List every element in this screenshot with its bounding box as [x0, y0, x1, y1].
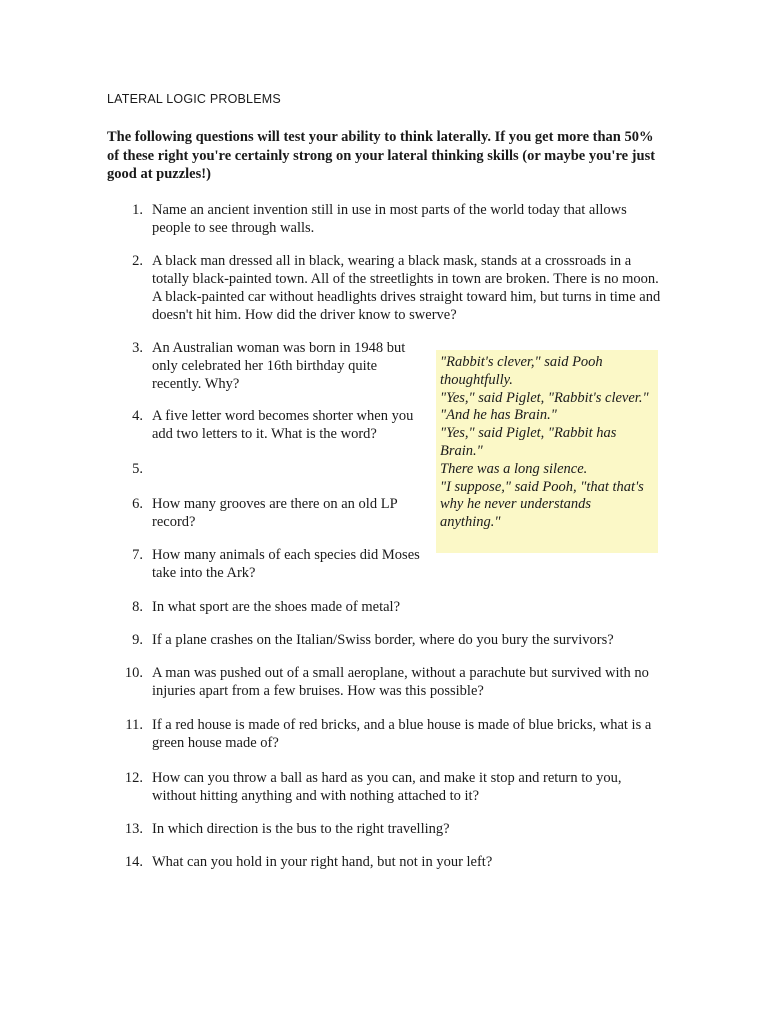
quote-line: There was a long silence. [440, 460, 588, 477]
quote-line: "Rabbit's clever," said Pooh thoughtfully. [440, 354, 603, 388]
question-text: If a red house is made of red bricks, and a blue house is made of blue bricks, what is a green house made of? [152, 717, 652, 751]
question-number: 5. [132, 461, 143, 477]
question-text: In which direction is the bus to the right travelling? [152, 821, 450, 837]
question-text: How many grooves are there on an old LP record? [152, 496, 398, 530]
question-text: A man was pushed out of a small aeroplane, without a parachute but survived with no injuries apart from a few bruises. How was this possible? [152, 665, 649, 699]
quote-line: "Yes," said Piglet, "Rabbit's clever." [440, 389, 649, 406]
question-text: How many animals of each species did Moses take into the Ark? [152, 547, 420, 581]
question-number: 13. [124, 821, 143, 837]
quote-box [436, 350, 658, 553]
quote-line: "I suppose," said Pooh, "that that's why he never understands anything." [440, 478, 644, 531]
question-text: What can you hold in your right hand, but not in your left? [152, 854, 493, 870]
question-text: Name an ancient invention still in use in most parts of the world today that allows people to see through walls. [152, 202, 627, 236]
question-text: An Australian woman was born in 1948 but only celebrated her 16th birthday quite recently. Why? [152, 340, 406, 392]
question-number: 4. [132, 408, 143, 424]
quote-line: "Yes," said Piglet, "Rabbit has Brain." [440, 425, 617, 459]
question-number: 3. [132, 340, 143, 356]
intro-paragraph: The following questions will test your ability to think laterally. If you get more than 50% of these right you're certainly strong on your lateral thinking skills (or maybe you're just good at puzzles!) [107, 129, 656, 182]
question-text: A black man dressed all in black, wearing a black mask, stands at a crossroads in a totally black-painted town. All of the streetlights in town are broken. There is no moon. A black-painted car without headlights drives straight toward him, but turns in time and doesn't hit him. How did the driver know to swerve? [152, 253, 661, 323]
page-title: LATERAL LOGIC PROBLEMS [107, 92, 281, 106]
question-number: 6. [132, 496, 143, 512]
question-number: 1. [132, 202, 143, 218]
question-number: 11. [125, 717, 143, 733]
question-number: 9. [132, 632, 143, 648]
quote-line: "And he has Brain." [440, 407, 557, 424]
question-text: In what sport are the shoes made of metal? [152, 599, 401, 615]
question-number: 10. [124, 665, 143, 681]
question-text: A five letter word becomes shorter when you add two letters to it. What is the word? [152, 408, 414, 442]
question-text: If a plane crashes on the Italian/Swiss border, where do you bury the survivors? [152, 632, 614, 648]
question-number: 14. [124, 854, 143, 870]
question-number: 12. [124, 770, 143, 786]
question-number: 7. [132, 547, 143, 563]
question-number: 2. [132, 253, 143, 269]
question-number: 8. [132, 599, 143, 615]
question-text: How can you throw a ball as hard as you can, and make it stop and return to you, without hitting anything and with nothing attached to it? [152, 770, 622, 804]
